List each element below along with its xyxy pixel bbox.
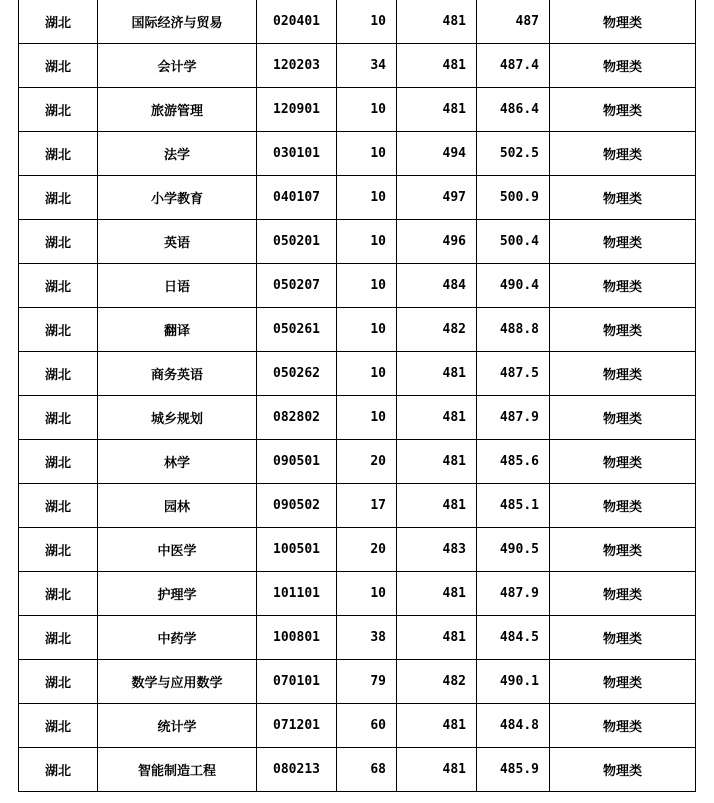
cell-province: 湖北: [19, 44, 98, 88]
cell-major: 数学与应用数学: [98, 660, 257, 704]
cell-plan-count: 10: [337, 396, 397, 440]
cell-avg-score: 490.4: [477, 264, 550, 308]
cell-major-code: 071201: [257, 704, 337, 748]
table-row: [19, 176, 696, 220]
table-row: [19, 220, 696, 264]
cell-province: 湖北: [19, 220, 98, 264]
cell-avg-score: 484.5: [477, 616, 550, 660]
cell-plan-count: 10: [337, 308, 397, 352]
cell-major-code: 070101: [257, 660, 337, 704]
cell-subject-category: 物理类: [550, 572, 696, 616]
cell-plan-count: 20: [337, 440, 397, 484]
table-row: [19, 440, 696, 484]
cell-avg-score: 485.6: [477, 440, 550, 484]
cell-major-code: 020401: [257, 0, 337, 44]
cell-subject-category: 物理类: [550, 660, 696, 704]
cell-plan-count: 10: [337, 264, 397, 308]
cell-min-score: 481: [397, 396, 477, 440]
cell-major: 园林: [98, 484, 257, 528]
cell-major: 法学: [98, 132, 257, 176]
table-row: [19, 528, 696, 572]
cell-province: 湖北: [19, 0, 98, 44]
cell-subject-category: 物理类: [550, 176, 696, 220]
cell-major-code: 050201: [257, 220, 337, 264]
table-row: [19, 484, 696, 528]
cell-major-code: 100501: [257, 528, 337, 572]
cell-min-score: 481: [397, 44, 477, 88]
cell-major: 智能制造工程: [98, 748, 257, 792]
cell-plan-count: 10: [337, 352, 397, 396]
cell-province: 湖北: [19, 484, 98, 528]
cell-avg-score: 487.9: [477, 572, 550, 616]
cell-province: 湖北: [19, 440, 98, 484]
cell-province: 湖北: [19, 748, 98, 792]
cell-avg-score: 488.8: [477, 308, 550, 352]
table-row: [19, 0, 696, 44]
cell-min-score: 481: [397, 352, 477, 396]
cell-major: 日语: [98, 264, 257, 308]
cell-major: 小学教育: [98, 176, 257, 220]
cell-min-score: 496: [397, 220, 477, 264]
cell-major-code: 050261: [257, 308, 337, 352]
cell-subject-category: 物理类: [550, 220, 696, 264]
cell-major-code: 050262: [257, 352, 337, 396]
cell-subject-category: 物理类: [550, 484, 696, 528]
cell-subject-category: 物理类: [550, 308, 696, 352]
cell-province: 湖北: [19, 572, 98, 616]
cell-major-code: 080213: [257, 748, 337, 792]
cell-min-score: 481: [397, 704, 477, 748]
cell-major-code: 090502: [257, 484, 337, 528]
cell-major: 国际经济与贸易: [98, 0, 257, 44]
cell-min-score: 484: [397, 264, 477, 308]
cell-major-code: 120901: [257, 88, 337, 132]
cell-province: 湖北: [19, 176, 98, 220]
cell-subject-category: 物理类: [550, 0, 696, 44]
cell-plan-count: 20: [337, 528, 397, 572]
cell-plan-count: 10: [337, 572, 397, 616]
cell-plan-count: 79: [337, 660, 397, 704]
table-row: [19, 396, 696, 440]
cell-province: 湖北: [19, 132, 98, 176]
admission-table-container: [18, 0, 696, 792]
cell-subject-category: 物理类: [550, 396, 696, 440]
cell-min-score: 483: [397, 528, 477, 572]
cell-avg-score: 500.9: [477, 176, 550, 220]
cell-plan-count: 68: [337, 748, 397, 792]
cell-min-score: 481: [397, 484, 477, 528]
cell-min-score: 481: [397, 616, 477, 660]
cell-min-score: 494: [397, 132, 477, 176]
cell-major: 旅游管理: [98, 88, 257, 132]
cell-avg-score: 487: [477, 0, 550, 44]
cell-subject-category: 物理类: [550, 352, 696, 396]
table-row: [19, 264, 696, 308]
cell-min-score: 497: [397, 176, 477, 220]
cell-major-code: 050207: [257, 264, 337, 308]
cell-avg-score: 502.5: [477, 132, 550, 176]
cell-province: 湖北: [19, 264, 98, 308]
cell-major-code: 101101: [257, 572, 337, 616]
table-row: [19, 88, 696, 132]
cell-plan-count: 10: [337, 0, 397, 44]
cell-avg-score: 500.4: [477, 220, 550, 264]
table-row: [19, 572, 696, 616]
cell-province: 湖北: [19, 352, 98, 396]
cell-avg-score: 487.4: [477, 44, 550, 88]
cell-major: 城乡规划: [98, 396, 257, 440]
cell-plan-count: 38: [337, 616, 397, 660]
cell-major-code: 100801: [257, 616, 337, 660]
cell-plan-count: 10: [337, 132, 397, 176]
cell-avg-score: 486.4: [477, 88, 550, 132]
table-row: [19, 44, 696, 88]
cell-major-code: 120203: [257, 44, 337, 88]
cell-major-code: 082802: [257, 396, 337, 440]
cell-plan-count: 10: [337, 176, 397, 220]
cell-province: 湖北: [19, 88, 98, 132]
table-row: [19, 704, 696, 748]
cell-subject-category: 物理类: [550, 528, 696, 572]
table-row: [19, 748, 696, 792]
cell-province: 湖北: [19, 704, 98, 748]
cell-min-score: 481: [397, 440, 477, 484]
cell-subject-category: 物理类: [550, 88, 696, 132]
cell-min-score: 481: [397, 572, 477, 616]
cell-province: 湖北: [19, 528, 98, 572]
cell-subject-category: 物理类: [550, 132, 696, 176]
cell-plan-count: 17: [337, 484, 397, 528]
cell-min-score: 481: [397, 748, 477, 792]
cell-avg-score: 485.1: [477, 484, 550, 528]
cell-subject-category: 物理类: [550, 440, 696, 484]
cell-subject-category: 物理类: [550, 44, 696, 88]
cell-avg-score: 487.9: [477, 396, 550, 440]
cell-province: 湖北: [19, 616, 98, 660]
cell-major: 中医学: [98, 528, 257, 572]
cell-min-score: 482: [397, 308, 477, 352]
cell-major: 商务英语: [98, 352, 257, 396]
table-row: [19, 352, 696, 396]
cell-major: 翻译: [98, 308, 257, 352]
cell-major-code: 090501: [257, 440, 337, 484]
table-row: [19, 660, 696, 704]
cell-subject-category: 物理类: [550, 704, 696, 748]
cell-min-score: 481: [397, 0, 477, 44]
cell-plan-count: 10: [337, 220, 397, 264]
cell-avg-score: 484.8: [477, 704, 550, 748]
cell-major: 护理学: [98, 572, 257, 616]
cell-province: 湖北: [19, 308, 98, 352]
cell-major-code: 040107: [257, 176, 337, 220]
cell-min-score: 482: [397, 660, 477, 704]
cell-avg-score: 485.9: [477, 748, 550, 792]
cell-province: 湖北: [19, 660, 98, 704]
table-row: [19, 132, 696, 176]
table-row: [19, 308, 696, 352]
cell-min-score: 481: [397, 88, 477, 132]
cell-plan-count: 60: [337, 704, 397, 748]
cell-avg-score: 490.5: [477, 528, 550, 572]
cell-major: 林学: [98, 440, 257, 484]
cell-province: 湖北: [19, 396, 98, 440]
cell-major: 中药学: [98, 616, 257, 660]
cell-major-code: 030101: [257, 132, 337, 176]
cell-plan-count: 34: [337, 44, 397, 88]
cell-avg-score: 490.1: [477, 660, 550, 704]
cell-major: 英语: [98, 220, 257, 264]
table-row: [19, 616, 696, 660]
table-body: [19, 0, 696, 792]
cell-major: 统计学: [98, 704, 257, 748]
cell-major: 会计学: [98, 44, 257, 88]
cell-avg-score: 487.5: [477, 352, 550, 396]
cell-subject-category: 物理类: [550, 748, 696, 792]
cell-subject-category: 物理类: [550, 264, 696, 308]
cell-plan-count: 10: [337, 88, 397, 132]
admission-score-table: [18, 0, 696, 792]
cell-subject-category: 物理类: [550, 616, 696, 660]
